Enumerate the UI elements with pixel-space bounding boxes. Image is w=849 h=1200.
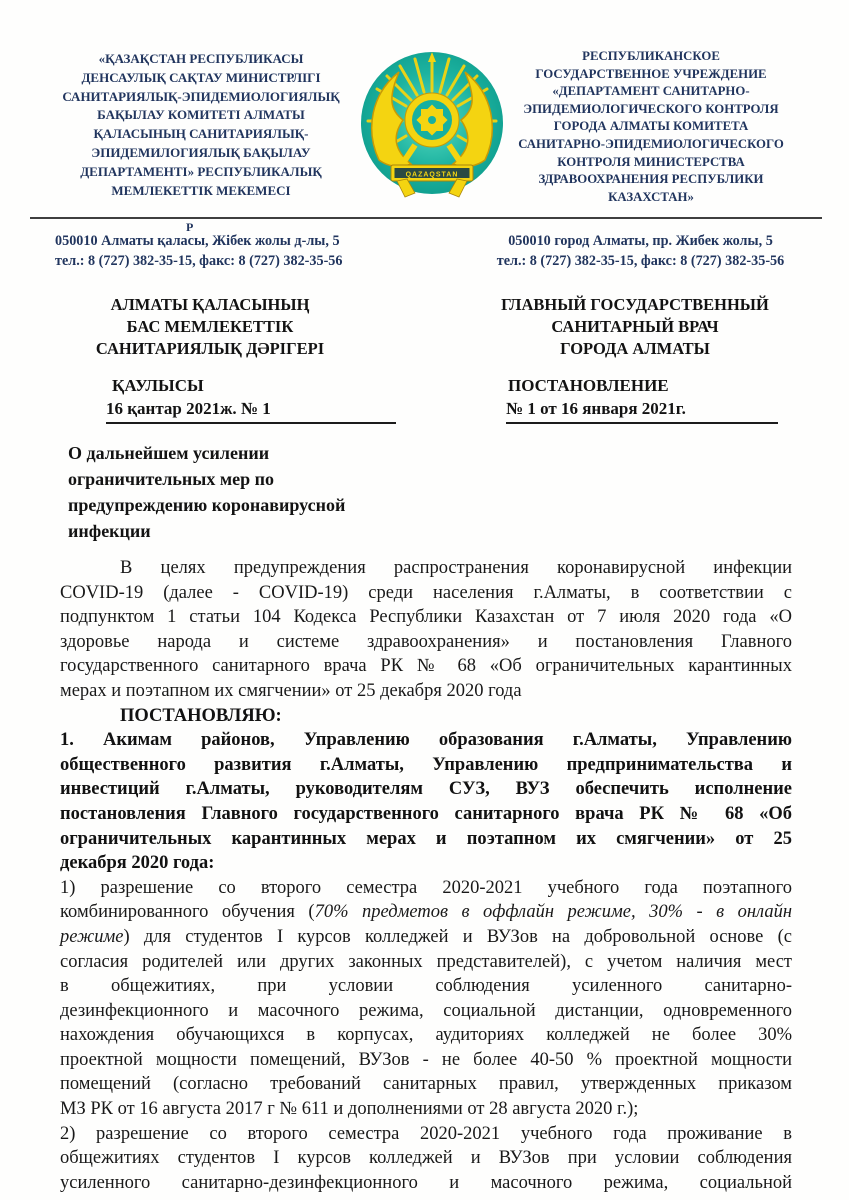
body-line: ограничительных карантинных мерах и поэтапном их смягчении» от 25	[60, 828, 792, 849]
issuer-title-line: ГОРОДА АЛМАТЫ	[560, 339, 710, 358]
issuer-title-line: САНИТАРНЫЙ ВРАЧ	[551, 317, 719, 336]
body-line: 2) разрешение со второго семестра 2020-2021 учебного года проживание в	[60, 1123, 792, 1144]
address-line: тел.: 8 (727) 382-35-15, факс: 8 (727) 382-35-56	[496, 252, 785, 269]
body-line: COVID-19 (далее - COVID-19) среди населения г.Алматы, в соответствии с	[60, 582, 792, 603]
issuer-title-line: БАС МЕМЛЕКЕТТІК	[126, 317, 294, 336]
address-line: 050010 город Алматы, пр. Жибек жолы, 5	[508, 233, 773, 249]
body-line: усиленного санитарно-дезинфекционного и масочного режима, социальной	[60, 1172, 792, 1193]
body-line: мерах и поэтапном их смягчении» от 25 декабря 2020 года	[60, 680, 522, 701]
issuer-title-line: ГЛАВНЫЙ ГОСУДАРСТВЕННЫЙ	[501, 295, 769, 314]
body-line: согласия родителей или других законных представителей), с учетом наличия мест	[60, 951, 792, 972]
doc-type-russian: ПОСТАНОВЛЕНИЕ	[508, 376, 669, 395]
org-name-line: ЭПИДЕМИЛОГИЯЛЫҚ БАҚЫЛАУ	[91, 144, 311, 160]
address-russian	[468, 232, 813, 271]
body-line: постановления Главного государственного санитарного врача РК № 68 «Об	[60, 803, 792, 824]
body-line: В целях предупреждения распространения коронавирусной инфекции	[120, 558, 792, 578]
subject-line: О дальнейшем усилении	[68, 443, 270, 463]
org-name-line: ДЕПАРТАМЕНТІ» РЕСПУБЛИКАЛЫҚ	[80, 163, 322, 179]
subject-line: инфекции	[68, 521, 151, 541]
issuer-title-russian	[470, 294, 800, 360]
issuer-title-kazakh	[60, 294, 360, 360]
org-name-line: САНИТАРНО-ЭПИДЕМИОЛОГИЧЕСКОГО	[518, 136, 784, 151]
address-kazakh	[55, 232, 342, 271]
doc-number-russian: № 1 от 16 января 2021г.	[506, 398, 778, 424]
address-line: 050010 Алматы қаласы, Жібек жолы д-лы, 5	[55, 233, 340, 249]
org-name-line: «ҚАЗАҚСТАН РЕСПУБЛИКАСЫ	[98, 51, 304, 66]
body-line: государственного санитарного врача РК № 68 «Об ограничительных карантинных	[60, 656, 792, 677]
issuer-title-line: САНИТАРИЯЛЫҚ ДӘРІГЕРІ	[95, 339, 325, 358]
org-name-line: КОНТРОЛЯ МИНИСТЕРСТВА	[557, 154, 745, 169]
issuer-block-russian	[470, 294, 800, 424]
document-subject	[68, 440, 438, 544]
body-line: режиме) для студентов I курсов колледжей и ВУЗов на добровольной основе (с	[60, 926, 792, 947]
body-line: комбинированного обучения (70% предметов в оффлайн режиме, 30% - в онлайн	[60, 902, 793, 923]
issuer-title-line: АЛМАТЫ ҚАЛАСЫНЫҢ	[110, 295, 310, 314]
org-name-kazakh	[36, 50, 366, 200]
body-line: декабря 2020 года:	[60, 853, 215, 874]
body-line: МЗ РК от 16 августа 2017 г № 611 и дополнениями от 28 августа 2020 г.);	[60, 1099, 639, 1120]
body-line: дезинфекционного и масочного режима, социальной дистанции, одновременного	[60, 1000, 792, 1021]
kazakhstan-coat-of-arms	[357, 50, 507, 200]
sun-star-icon	[416, 104, 447, 135]
org-name-line: ЭПИДЕМИОЛОГИЧЕСКОГО КОНТРОЛЯ	[523, 101, 779, 116]
doc-type-kazakh: ҚАУЛЫСЫ	[112, 376, 204, 395]
org-name-line: САНИТАРИЯЛЫҚ-ЭПИДЕМИОЛОГИЯЛЫҚ	[62, 88, 340, 104]
body-line: помещений (согласно требований санитарных правил, утвержденных приказом	[60, 1074, 792, 1095]
org-name-line: ҚАЛАСЫНЫҢ САНИТАРИЯЛЫҚ-	[93, 126, 309, 142]
banner-text: QAZAQSTAN	[405, 171, 459, 179]
body-line: нахождения обучающихся в корпусах, аудиториях колледжей не более 30%	[60, 1025, 792, 1046]
org-name-line: ЗДРАВООХРАНЕНИЯ РЕСПУБЛИКИ	[538, 172, 764, 187]
body-line: проектной мощности помещений, ВУЗов - не более 40-50 % проектной мощности	[60, 1049, 792, 1070]
body-line: 1. Акимам районов, Управлению образования г.Алматы, Управлению	[60, 730, 792, 751]
org-name-russian	[486, 48, 816, 206]
body-line: здоровье народа и системе здравоохранения» и постановления Главного	[60, 631, 792, 652]
org-name-line: «ДЕПАРТАМЕНТ САНИТАРНО-	[552, 84, 750, 99]
address-line: тел.: 8 (727) 382-35-15, факс: 8 (727) 382-35-56	[55, 252, 343, 269]
body-line: в общежитиях, при условии соблюдения усиленного санитарно-	[60, 976, 792, 997]
body-line: ПОСТАНОВЛЯЮ:	[120, 705, 282, 726]
org-name-line: ДЕНСАУЛЫҚ САҚТАУ МИНИСТРЛІГІ	[81, 69, 321, 85]
issuer-block-kazakh	[60, 294, 360, 424]
org-name-line: КАЗАХСТАН»	[608, 189, 694, 204]
org-name-line: РЕСПУБЛИКАНСКОЕ	[582, 49, 720, 63]
body-line: подпунктом 1 статьи 104 Кодекса Республики Казахстан от 7 июля 2020 года «О	[60, 607, 792, 628]
body-line: общественного развития г.Алматы, Управлению предпринимательства и	[60, 754, 792, 775]
stray-letter: Р	[186, 220, 194, 234]
subject-line: предупреждению коронавирусной	[68, 495, 346, 515]
doc-number-kazakh: 16 қантар 2021ж. № 1	[106, 398, 396, 424]
body-line: инвестиций г.Алматы, руководителям СУЗ, ВУЗ обеспечить исполнение	[60, 779, 792, 800]
org-name-line: БАҚЫЛАУ КОМИТЕТІ АЛМАТЫ	[97, 107, 305, 123]
body-line: общежитиях студентов I курсов колледжей и ВУЗов при условии соблюдения	[60, 1148, 792, 1169]
body-text	[60, 556, 792, 1195]
org-name-line: ГОРОДА АЛМАТЫ КОМИТЕТА	[553, 119, 749, 134]
org-name-line: МЕМЛЕКЕТТІК МЕКЕМЕСІ	[111, 182, 291, 198]
subject-line: ограничительных мер по	[68, 469, 274, 489]
org-name-line: ГОСУДАРСТВЕННОЕ УЧРЕЖДЕНИЕ	[535, 66, 767, 81]
header-divider	[30, 217, 822, 219]
body-line: 1) разрешение со второго семестра 2020-2021 учебного года поэтапного	[60, 877, 792, 898]
